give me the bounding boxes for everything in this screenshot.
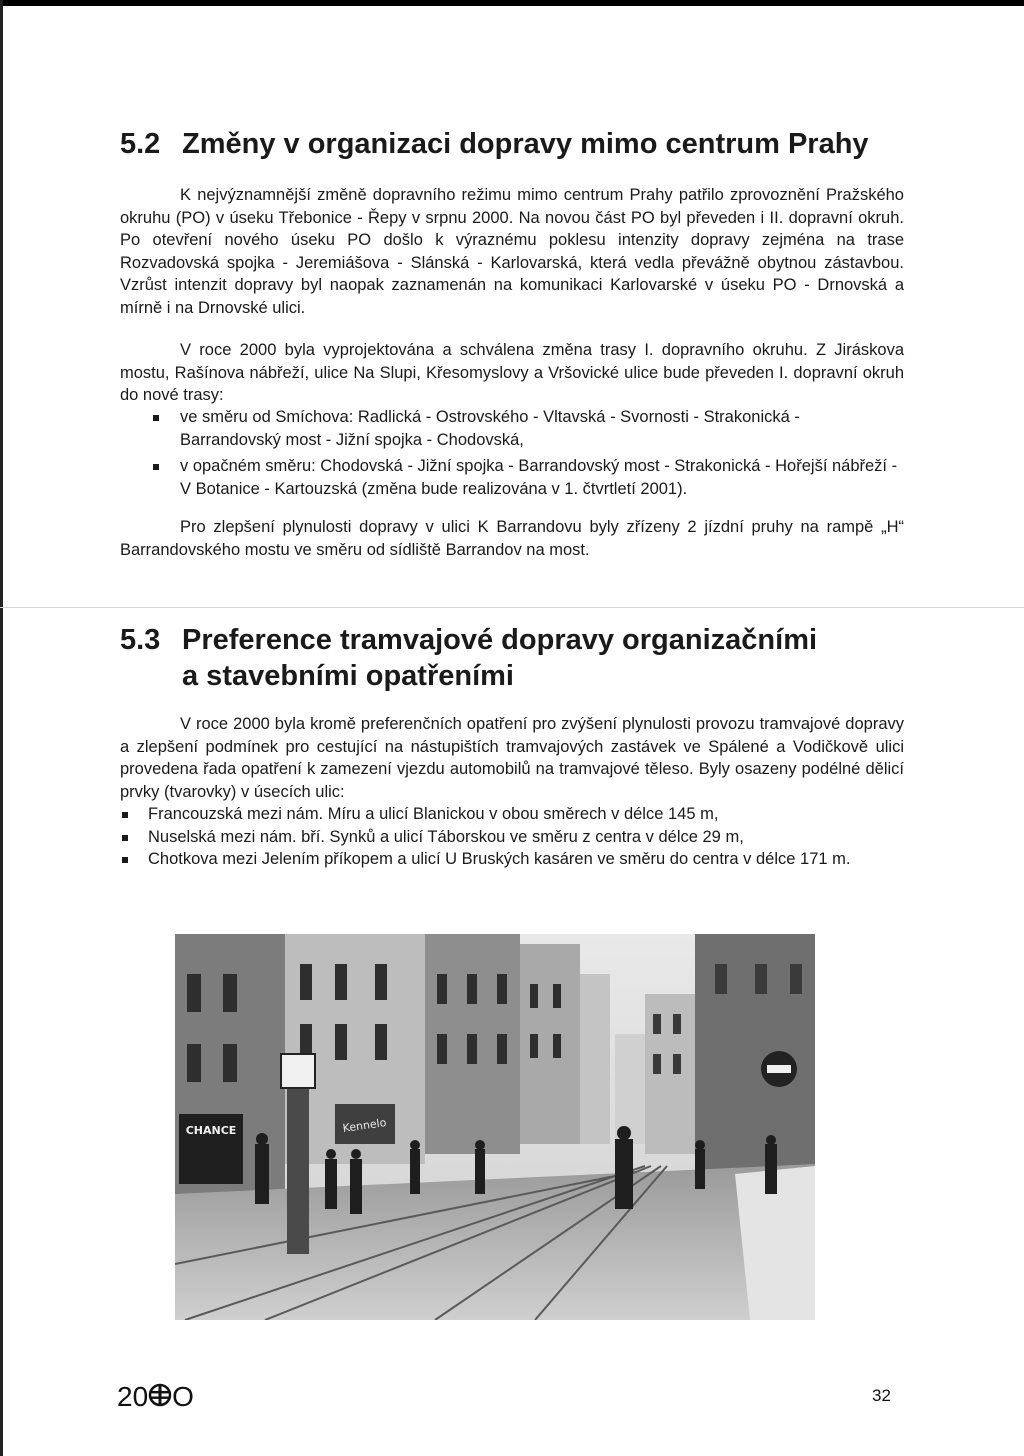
bullet-icon [153, 415, 159, 421]
bullet-icon [122, 835, 128, 841]
section-title: Změny v organizaci dopravy mimo centrum Prahy [182, 128, 869, 160]
paragraph-text: Pro zlepšení plynulosti dopravy v ulici K Barrandovu byly zřízeny 2 jízdní pruhy na rampě „H“ Barrandovského mostu ve směru od sídliště Barrandov na most. [120, 518, 904, 559]
list-item-text: Francouzská mezi nám. Míru a ulicí Blanickou v obou směrech v délce 145 m, [148, 805, 719, 823]
logo-2000 [117, 1380, 194, 1416]
scan-edge-top [0, 0, 1024, 6]
paragraph-text: V roce 2000 byla vyprojektována a schválena změna trasy I. dopravního okruhu. Z Jiráskova mostu, Rašínova nábřeží, ulice Na Slupi, Křesomyslovy a Vršovické ulice bude převeden I. dopravní okruh do nové trasy: [120, 341, 904, 404]
logo-text-right: O [172, 1381, 194, 1412]
shop-sign-text: CHANCE [185, 1124, 237, 1137]
paragraph [120, 339, 904, 407]
list-item-text: Nuselská mezi nám. bří. Synků a ulicí Táborskou ve směru z centra v délce 29 m, [148, 827, 744, 846]
bullet-list [120, 406, 904, 500]
list-item [120, 455, 904, 500]
street-photo [175, 934, 815, 1320]
list-item [120, 406, 904, 451]
list-item [120, 826, 904, 849]
section-title-line1: Preference tramvajové dopravy organizačními [182, 624, 818, 656]
section-number: 5.3 [120, 624, 161, 656]
bullet-list [120, 803, 904, 871]
list-item-text: v opačném směru: Chodovská - Jižní spojka - Barrandovský most - Strakonická - Hořejší nábřeží - V Botanice - Kartouzská (změna bude realizována v 1. čtvrtletí 2001). [180, 457, 898, 498]
paragraph-text: V roce 2000 byla kromě preferenčních opatření pro zvýšení plynulosti provozu tramvajové dopravy a zlepšení podmínek pro cestující na nástupištích tramvajových zastávek ve Spálené a Vodičkově ulici provedena řada opatření k zamezení vjezdu automobilů na tramvajové těleso. Byly osazeny podélné dělicí prvky (tvarovky) v úsecích ulic: [120, 715, 904, 801]
section-heading-5-3 [120, 622, 817, 694]
paragraph [120, 713, 904, 803]
section-number: 5.2 [120, 128, 161, 160]
section-title-line2: a stavebními opatřeními [182, 660, 514, 692]
paragraph [120, 516, 904, 561]
bullet-icon [153, 464, 159, 470]
section-heading-5-2 [120, 128, 869, 161]
list-item [120, 803, 904, 826]
paragraph-text: K nejvýznamnější změně dopravního režimu mimo centrum Prahy patřilo zprovoznění Pražského okruhu (PO) v úseku Třebonice - Řepy v srpnu 2000. Na novou část PO byl převeden i II. dopravní okruh. Po otevření nového úseku PO došlo k výraznému poklesu intenzity dopravy zejména na trase Rozvadovská spojka - Jeremiášova - Slánská - Karlovarská, která vedla převážně obytnou zástavbou. Vzrůst intenzit dopravy byl naopak zaznamenán na komunikaci Karlovarské v úseku PO - Drnovská a mírně i na Drnovské ulici. [120, 186, 904, 317]
prague-emblem-icon [148, 1382, 172, 1416]
paragraph [120, 184, 904, 319]
bullet-icon [122, 857, 128, 863]
scan-edge-left [0, 0, 3, 1456]
list-item-text: ve směru od Smíchova: Radlická - Ostrovského - Vltavská - Svornosti - Strakonická - Barrandovský most - Jižní spojka - Chodovská, [180, 408, 800, 449]
bullet-icon [122, 812, 128, 818]
list-item-text: Chotkova mezi Jelením příkopem a ulicí U Bruských kasáren ve směru do centra v délce 171 m. [148, 850, 851, 868]
page-fold-line [0, 607, 1024, 608]
page-number: 32 [872, 1386, 891, 1405]
shop-name-text: Kennelo [341, 1116, 388, 1136]
logo-text-left: 20 [117, 1381, 149, 1412]
list-item [120, 848, 904, 871]
